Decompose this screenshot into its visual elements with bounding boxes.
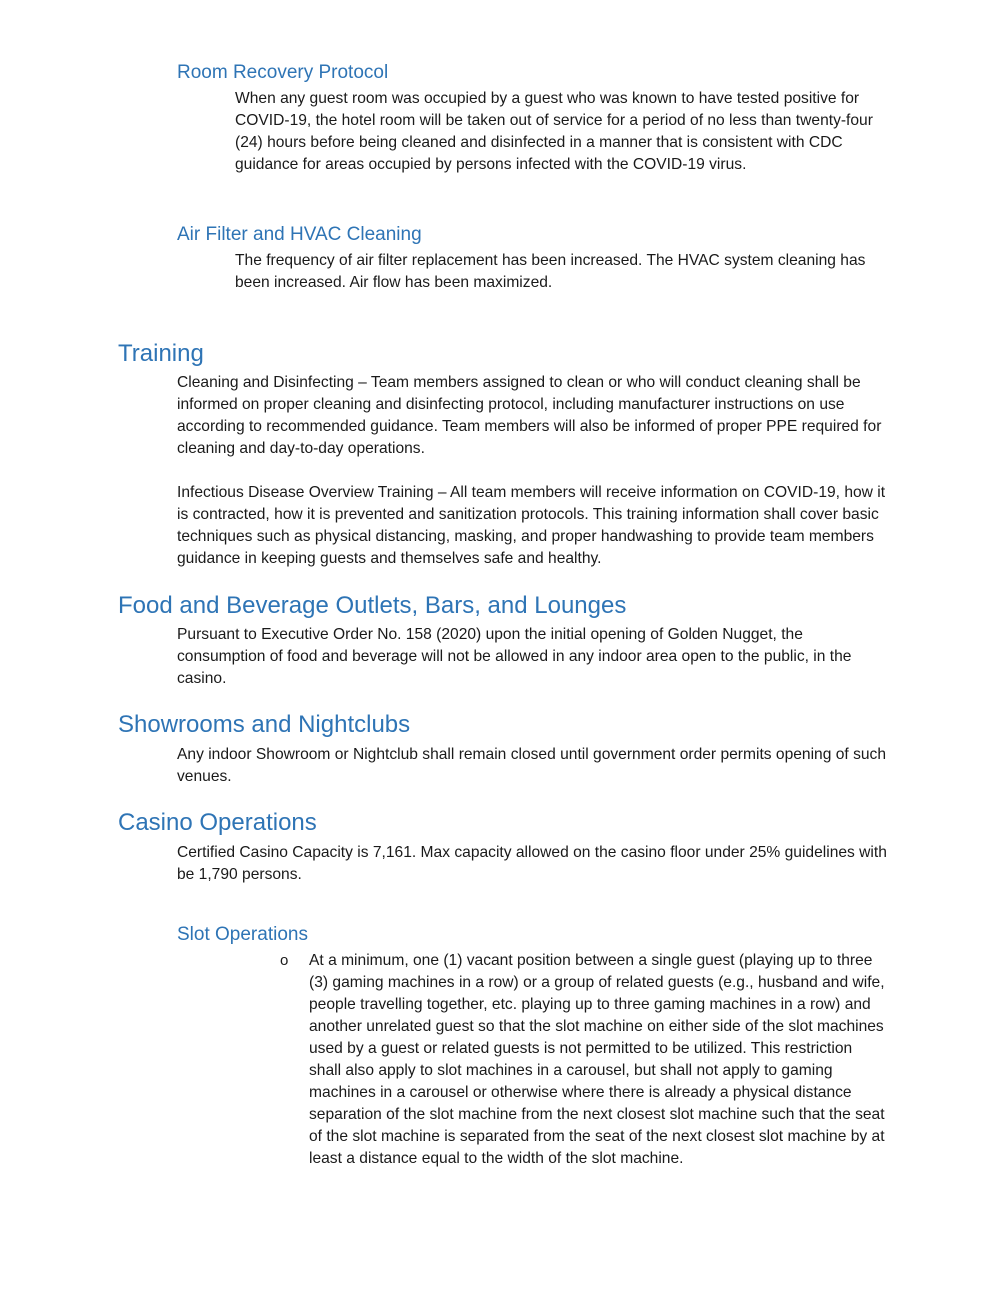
slot-ops-bullet-text: At a minimum, one (1) vacant position between a single guest (playing up to three (3) gaming machines in a row) or a group of related guests (e.g., husband and wife, people travelling together, etc. playing up to three gaming machines in a row) and another unrelated guest so that the slot machine on either side of the slot machines used by a guest or related guests is not permitted to be utilized. This restriction shall also apply to slot machines in a carousel, but shall not apply to gaming machines in a carousel or otherwise where there is already a physical distance separation of the slot machine from the next closest slot machine such that the seat of the slot machine is separated from the seat of the next closest slot machine by at least a distance equal to the width of the slot machine. [309,952,885,1167]
casino-ops-heading: Casino Operations [118,809,317,836]
room-recovery-heading: Room Recovery Protocol [177,62,389,83]
food-beverage-body: Pursuant to Executive Order No. 158 (2020) upon the initial opening of Golden Nugget, the consumption of food and beverage will not be allowed in any indoor area open to the public, in the casino. [177,626,852,687]
room-recovery-body: When any guest room was occupied by a guest who was known to have tested positive for COVID-19, the hotel room will be taken out of service for a period of no less than twenty-four (24) hours before being cleaned and disinfected in a manner that is consistent with CDC guidance for areas occupied by persons infected with the COVID-19 virus. [235,90,873,173]
air-filter-heading: Air Filter and HVAC Cleaning [177,224,422,245]
casino-ops-body: Certified Casino Capacity is 7,161. Max capacity allowed on the casino floor under 25% guidelines with be 1,790 persons. [177,844,887,883]
food-beverage-heading: Food and Beverage Outlets, Bars, and Lounges [118,592,627,619]
training-infectious-body: Infectious Disease Overview Training – All team members will receive information on COVID-19, how it is contracted, how it is prevented and sanitization protocols. This training information shall cover basic techniques such as physical distancing, masking, and proper handwashing to provide team members guidance in keeping guests and themselves safe and healthy. [177,484,886,567]
air-filter-body: The frequency of air filter replacement has been increased. The HVAC system cleaning has been increased. Air flow has been maximized. [235,252,866,291]
training-heading: Training [118,340,204,367]
showrooms-heading: Showrooms and Nightclubs [118,711,411,738]
training-cleaning-body: Cleaning and Disinfecting – Team members assigned to clean or who will conduct cleaning shall be informed on proper cleaning and disinfecting protocol, including manufacturer instructions on use according to recommended guidance. Team members will also be informed of proper PPE required for cleaning and day-to-day operations. [177,374,882,457]
bullet-glyph: o [280,952,289,969]
showrooms-body: Any indoor Showroom or Nightclub shall remain closed until government order permits opening of such venues. [177,746,887,785]
slot-ops-heading: Slot Operations [177,924,308,945]
